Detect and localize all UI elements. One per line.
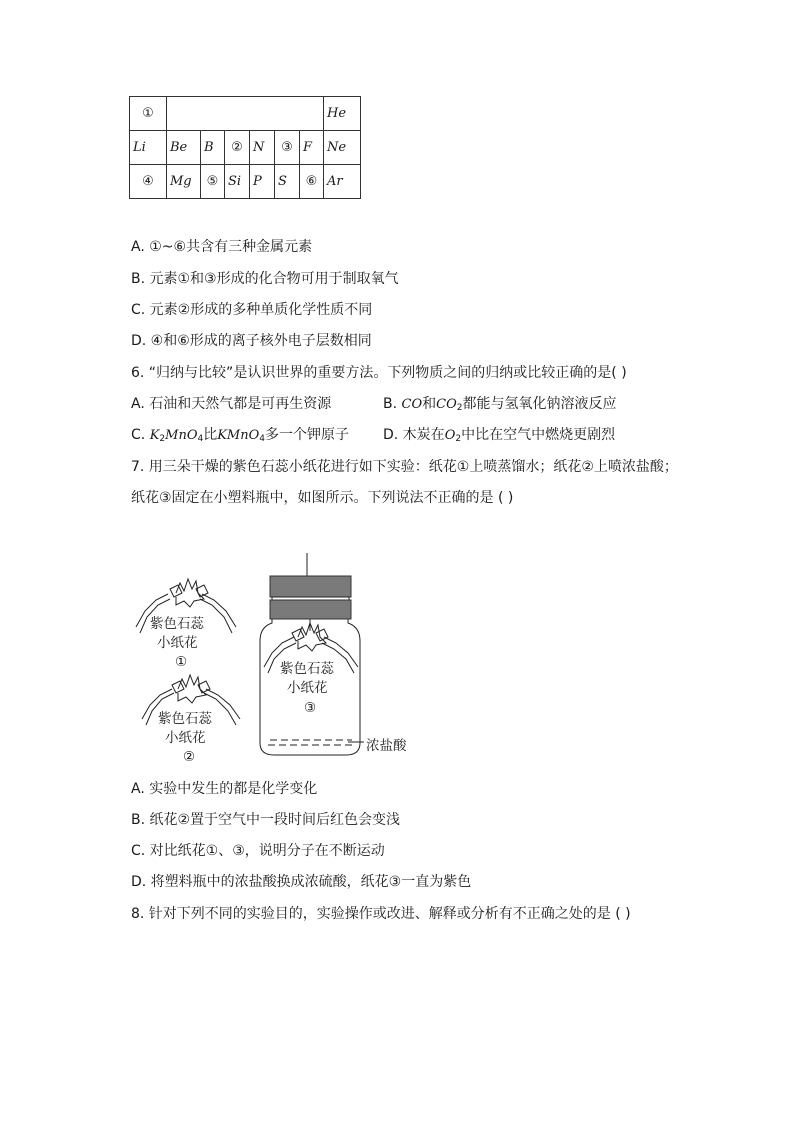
- q7-option-d: D. 将塑料瓶中的浓盐酸换成浓硫酸，纸花③一直为紫色: [131, 874, 472, 890]
- cell-b: B: [201, 131, 225, 165]
- flower-1-label-line2: 小纸花: [157, 635, 198, 651]
- q6-option-b: [383, 395, 616, 417]
- option-prefix: B.: [383, 396, 402, 412]
- option-text: 多一个钾原子: [265, 427, 350, 443]
- q7-option-c: C. 对比纸花①、③，说明分子在不断运动: [131, 843, 385, 859]
- flower-1-label-line1: 紫色石蕊: [150, 616, 204, 632]
- q7-option-b: B. 纸花②置于空气中一段时间后红色会变浅: [131, 812, 401, 828]
- cell-n: N: [250, 131, 275, 165]
- connector: 比: [203, 427, 218, 443]
- table-row: [130, 131, 361, 165]
- cell-he: He: [324, 97, 361, 131]
- q5-option-b: B. 元素①和③形成的化合物可用于制取氧气: [131, 271, 399, 287]
- flower-2-label-line1: 紫色石蕊: [158, 711, 212, 727]
- option-text: 都能与氢氧化钠溶液反应: [462, 396, 617, 412]
- table-row: [130, 165, 361, 199]
- flower-2-label-line2: 小纸花: [165, 730, 206, 746]
- option-prefix: D. 木炭在: [383, 427, 445, 443]
- subscript: 4: [197, 434, 204, 444]
- q8-stem: 8. 针对下列不同的实验目的，实验操作或改进、解释或分析有不正确之处的是 ( ): [131, 906, 631, 922]
- option-text: 中比在空气中燃烧更剧烈: [461, 427, 616, 443]
- formula-kmno: KMnO: [217, 428, 260, 443]
- flower-3-number: ③: [304, 700, 317, 716]
- cell-1: ①: [130, 97, 167, 131]
- cell-s: S: [275, 165, 300, 199]
- cell-4: ④: [130, 165, 167, 199]
- q7-option-a: A. 实验中发生的都是化学变化: [131, 781, 318, 797]
- q7-stem-line2: 纸花③固定在小塑料瓶中，如图所示。下列说法不正确的是 ( ): [131, 490, 514, 506]
- acid-label: 浓盐酸: [366, 738, 407, 754]
- cell-mg: Mg: [167, 165, 201, 199]
- formula-o: O: [444, 428, 456, 443]
- cell-f: F: [300, 131, 324, 165]
- cell-2: ②: [225, 131, 250, 165]
- q6-option-c: [131, 426, 349, 448]
- option-prefix: C.: [131, 427, 150, 443]
- cell-ar: Ar: [324, 165, 361, 199]
- q6-option-a: A. 石油和天然气都是可再生资源: [131, 396, 332, 412]
- formula-mno: MnO: [165, 428, 198, 443]
- cell-empty: [167, 97, 324, 131]
- cell-be: Be: [167, 131, 201, 165]
- cell-p: P: [250, 165, 275, 199]
- subscript: 2: [159, 434, 166, 444]
- cell-6: ⑥: [300, 165, 324, 199]
- cell-ne: Ne: [324, 131, 361, 165]
- cell-si: Si: [225, 165, 250, 199]
- q7-stem-line1: 7. 用三朵干燥的紫色石蕊小纸花进行如下实验：纸花①上喷蒸馏水；纸花②上喷浓盐酸；: [131, 459, 678, 475]
- connector: 和: [422, 396, 437, 412]
- flower-3-label-line1: 紫色石蕊: [280, 661, 334, 677]
- formula-co: CO: [401, 397, 423, 412]
- formula-co2: CO: [436, 397, 457, 412]
- subscript: 4: [259, 434, 266, 444]
- q6-option-d: [383, 426, 615, 448]
- q5-option-a: A. ①~⑥共含有三种金属元素: [131, 239, 313, 255]
- flower-3-label-line2: 小纸花: [287, 680, 328, 696]
- bottle-icon: [260, 553, 364, 755]
- q6-stem: 6. “归纳与比较”是认识世界的重要方法。下列物质之间的归纳或比较正确的是( ): [131, 365, 627, 381]
- cell-li: Li: [130, 131, 167, 165]
- cell-3: ③: [275, 131, 300, 165]
- periodic-table-fragment: [129, 96, 361, 199]
- flower-2-number: ②: [183, 749, 196, 765]
- flower-1-number: ①: [175, 654, 188, 670]
- subscript: 2: [455, 434, 462, 444]
- q5-option-d: D. ④和⑥形成的离子核外电子层数相同: [131, 333, 372, 349]
- q5-option-c: C. 元素②形成的多种单质化学性质不同: [131, 302, 373, 318]
- formula-k: K: [149, 428, 160, 443]
- subscript: 2: [456, 403, 463, 413]
- table-row: [130, 97, 361, 131]
- cell-5: ⑤: [201, 165, 225, 199]
